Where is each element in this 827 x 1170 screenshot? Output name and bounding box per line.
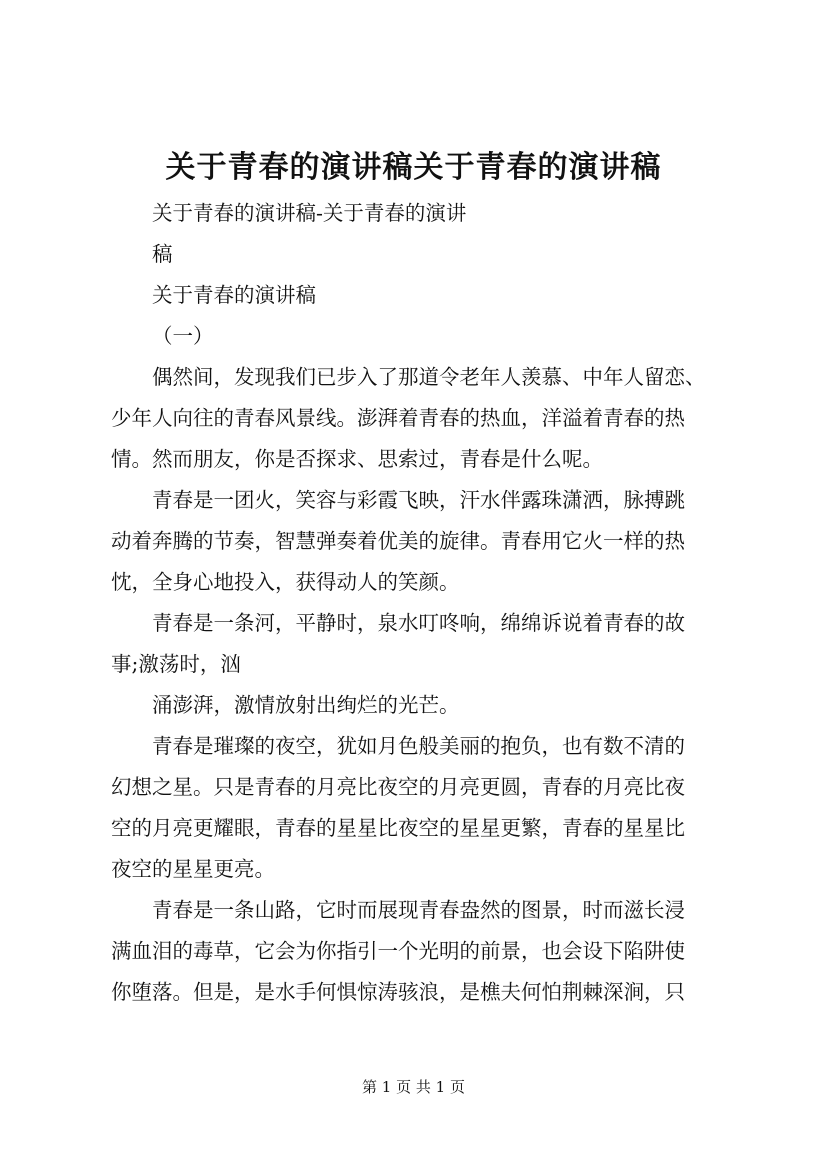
paragraph-line: 关于青春的演讲稿-关于青春的演讲 — [152, 201, 467, 225]
paragraph-line: 青春是一团火，笑容与彩霞飞映，汗水伴露珠潇洒，脉搏跳 — [152, 488, 685, 512]
page-footer: 第 1 页 共 1 页 — [362, 1078, 465, 1096]
paragraph-line: 空的月亮更耀眼，青春的星星比夜空的星星更繁，青春的星星比 — [111, 816, 685, 840]
paragraph-line: 稿 — [152, 242, 173, 266]
paragraph-line: 满血泪的毒草，它会为你指引一个光明的前景，也会设下陷阱使 — [111, 939, 685, 963]
paragraph-line: 少年人向往的青春风景线。澎湃着青春的热血，洋溢着青春的热 — [111, 406, 685, 430]
paragraph-line: 青春是一条山路，它时而展现青春盎然的图景，时而滋长浸 — [152, 898, 685, 922]
paragraph-line: 你堕落。但是，是水手何惧惊涛骇浪，是樵夫何怕荆棘深涧，只 — [111, 980, 685, 1004]
document-body — [111, 193, 726, 1013]
paragraph-line: 关于青春的演讲稿 — [152, 283, 316, 307]
paragraph-line: 幻想之星。只是青春的月亮比夜空的月亮更圆，青春的月亮比夜 — [111, 775, 685, 799]
paragraph-line: 涌澎湃，激情放射出绚烂的光芒。 — [152, 693, 460, 717]
document-title: 关于青春的演讲稿关于青春的演讲稿 — [165, 150, 662, 185]
paragraph-line: 忱，全身心地投入，获得动人的笑颜。 — [111, 570, 460, 594]
paragraph-line: 青春是璀璨的夜空，犹如月色般美丽的抱负，也有数不清的 — [152, 734, 685, 758]
paragraph-line: 事;激荡时，汹 — [111, 652, 241, 676]
paragraph-line: 夜空的星星更亮。 — [111, 857, 275, 881]
paragraph-line: 情。然而朋友，你是否探求、思索过，青春是什么呢。 — [111, 447, 603, 471]
paragraph-line: （一） — [152, 324, 214, 348]
paragraph-line: 动着奔腾的节奏，智慧弹奏着优美的旋律。青春用它火一样的热 — [111, 529, 685, 553]
paragraph-line: 青春是一条河，平静时，泉水叮咚响，绵绵诉说着青春的故 — [152, 611, 685, 635]
paragraph-line: 偶然间，发现我们已步入了那道令老年人羡慕、中年人留恋、 — [152, 365, 706, 389]
